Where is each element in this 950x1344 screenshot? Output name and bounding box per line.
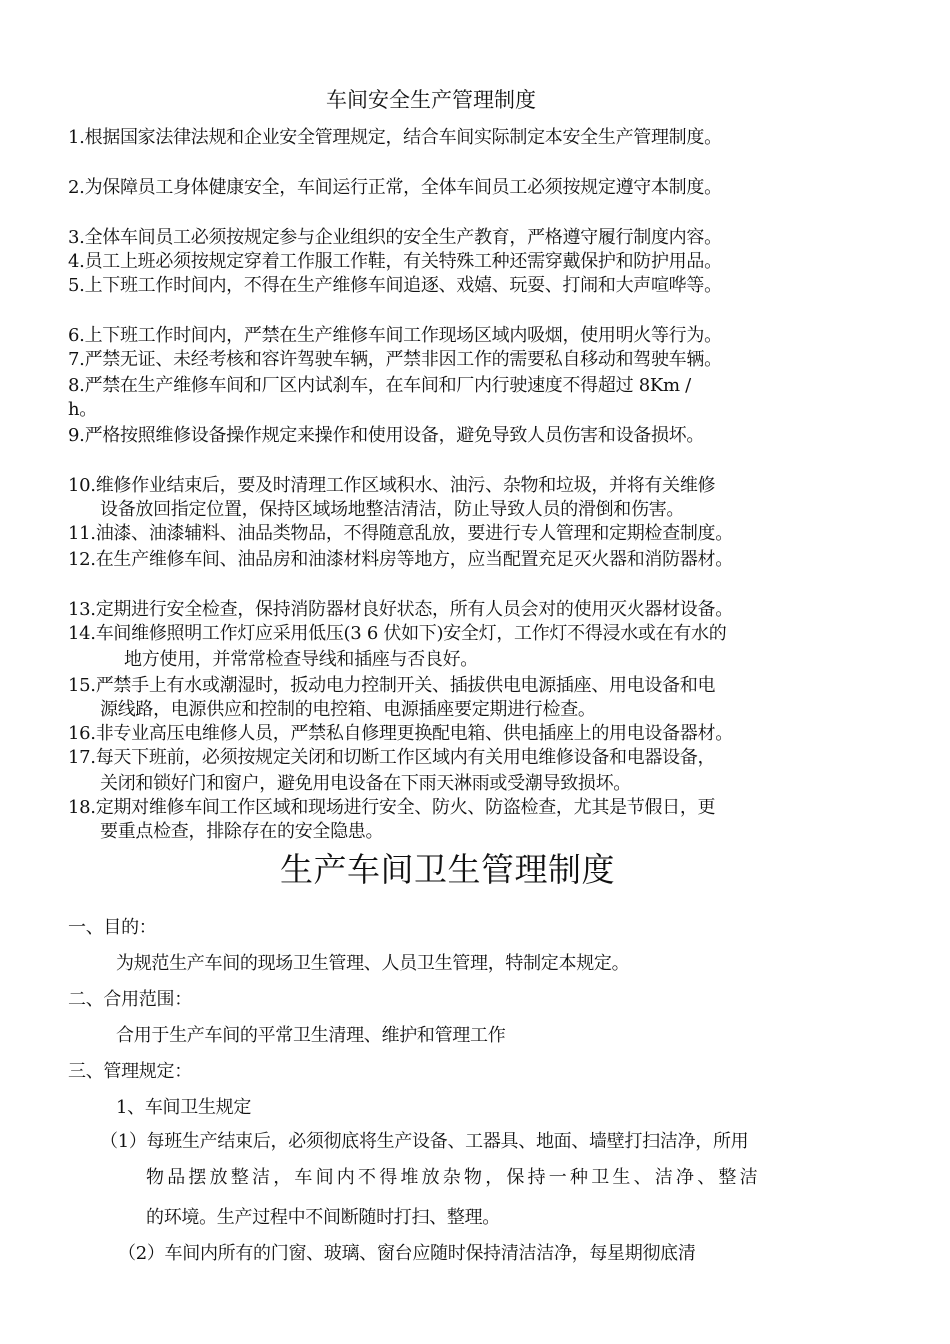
rule-10-cont: 设备放回指定位置，保持区域场地整洁清洁，防止导致人员的滑倒和伤害。 [100, 499, 685, 520]
rule-9: 9.严格按照维修设备操作规定来操作和使用设备，避免导致人员伤害和设备损坏。 [68, 425, 705, 446]
rule-15: 15.严禁手上有水或潮湿时，扳动电力控制开关、插拔供电电源插座、用电设备和电 [68, 675, 716, 696]
safety-title: 车间安全生产管理制度 [326, 88, 536, 112]
rule-16: 16.非专业高压电维修人员，严禁私自修理更换配电箱、供电插座上的用电设备器材。 [68, 723, 733, 744]
rule-6: 6.上下班工作时间内，严禁在生产维修车间工作现场区域内吸烟，使用明火等行为。 [68, 325, 722, 346]
rule-3: 3.全体车间员工必须按规定参与企业组织的安全生产教育，严格遵守履行制度内容。 [68, 227, 722, 248]
section-purpose-heading: 一、目的： [68, 917, 157, 938]
rule-15-cont: 源线路，电源供应和控制的电控箱、电源插座要定期进行检查。 [100, 699, 596, 720]
section-rules-heading: 三、管理规定： [68, 1061, 192, 1082]
rule-17: 17.每天下班前，必须按规定关闭和切断工作区域内有关用电维修设备和电器设备， [68, 747, 716, 768]
rule-13: 13.定期进行安全检查，保持消防器材良好状态，所有人员会对的使用灭火器材设备。 [68, 599, 733, 620]
section-scope-heading: 二、合用范围： [68, 989, 192, 1010]
rule-17-cont: 关闭和锁好门和窗户，避免用电设备在下雨天淋雨或受潮导致损坏。 [100, 773, 631, 794]
rule-4: 4.员工上班必须按规定穿着工作服工作鞋，有关特殊工种还需穿戴保护和防护用品。 [68, 251, 722, 272]
hygiene-item-1: （1）每班生产结束后，必须彻底将生产设备、工器具、地面、墙壁打扫洁净，所用 [100, 1131, 749, 1152]
section-purpose-text: 为规范生产车间的现场卫生管理、人员卫生管理，特制定本规定。 [116, 953, 630, 974]
hygiene-item-2: （2）车间内所有的门窗、玻璃、窗台应随时保持清洁洁净，每星期彻底清 [118, 1243, 696, 1264]
rule-8: 8.严禁在生产维修车间和厂区内试刹车，在车间和厂内行驶速度不得超过 8Km / [68, 375, 691, 396]
rule-11: 11.油漆、油漆辅料、油品类物品，不得随意乱放，要进行专人管理和定期检查制度。 [68, 523, 733, 544]
rule-2: 2.为保障员工身体健康安全，车间运行正常，全体车间员工必须按规定遵守本制度。 [68, 177, 722, 198]
rule-14-cont: 地方使用，并常常检查导线和插座与否良好。 [124, 649, 478, 670]
rule-7: 7.严禁无证、未经考核和容许驾驶车辆，严禁非因工作的需要私自移动和驾驶车辆。 [68, 349, 722, 370]
hygiene-item-1-cont2: 的环境。生产过程中不间断随时打扫、整理。 [146, 1207, 500, 1228]
rule-12: 12.在生产维修车间、油品房和油漆材料房等地方，应当配置充足灭火器和消防器材。 [68, 549, 733, 570]
rule-14: 14.车间维修照明工作灯应采用低压(3 6 伏如下)安全灯，工作灯不得浸水或在有水的 [68, 623, 727, 644]
hygiene-title: 生产车间卫生管理制度 [280, 850, 615, 889]
rule-8-cont: h。 [68, 399, 97, 420]
rule-5: 5.上下班工作时间内，不得在生产维修车间追逐、戏嬉、玩耍、打闹和大声喧哗等。 [68, 275, 722, 296]
rule-1: 1.根据国家法律法规和企业安全管理规定，结合车间实际制定本安全生产管理制度。 [68, 127, 722, 148]
section-scope-text: 合用于生产车间的平常卫生清理、维护和管理工作 [116, 1025, 506, 1046]
rule-10: 10.维修作业结束后，要及时清理工作区域积水、油污、杂物和垃圾，并将有关维修 [68, 475, 716, 496]
subsection-heading: 1、车间卫生规定 [116, 1097, 252, 1118]
rule-18: 18.定期对维修车间工作区域和现场进行安全、防火、防盗检查，尤其是节假日，更 [68, 797, 716, 818]
hygiene-item-1-cont: 物品摆放整洁，车间内不得堆放杂物，保持一种卫生、洁净、整洁 [146, 1167, 761, 1188]
rule-18-cont: 要重点检查，排除存在的安全隐患。 [100, 821, 384, 842]
